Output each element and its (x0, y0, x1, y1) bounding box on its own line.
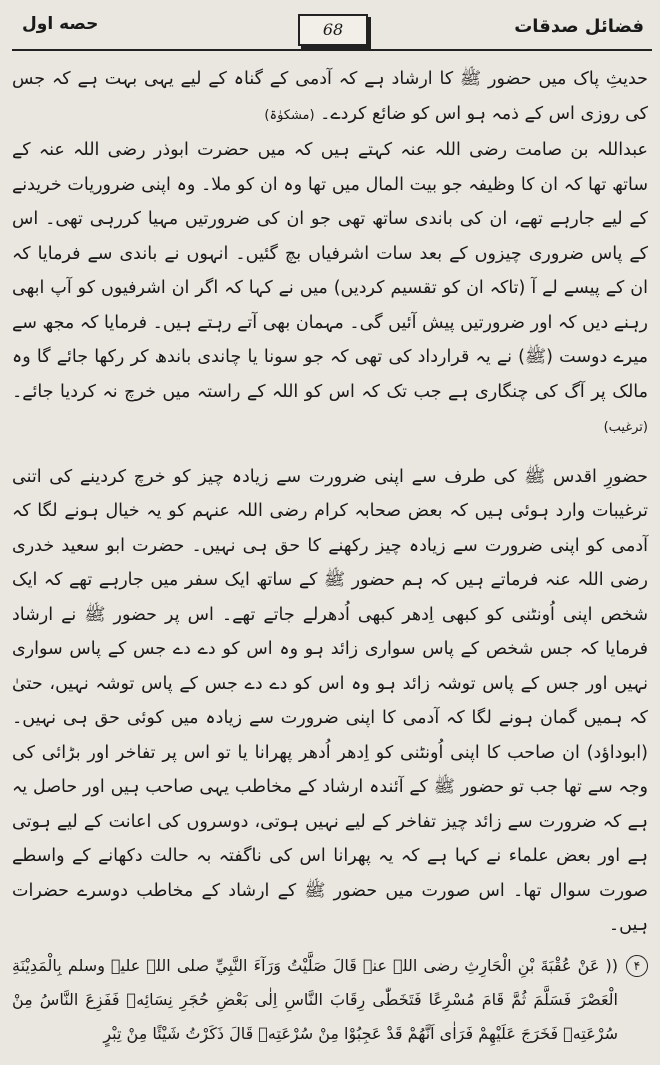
paragraph-3-text: حضورِ اقدس ﷺ کی طرف سے اپنی ضرورت سے زیادہ چیز کو خرچ کردینے کی اتنی ترغیبات وارد ہوئی ہیں کہ بعض صحابہ کرام رضی اللہ عنہم کو یہ خیال ہونے لگا کہ آدمی کو اپنی ضرورت سے زیادہ چیز رکھنے کا حق ہی نہیں۔ حضرت ابو سعید خدری رضی اللہ عنہ فرماتے ہیں کہ ہم حضور ﷺ کے ساتھ ایک سفر میں جارہے تھے کہ ایک شخص اپنی اُونٹنی کو کبھی اِدھر کبھی اُدھرلے جاتے تھے۔ اس پر حضور ﷺ نے ارشاد فرمایا کہ جس شخص کے پاس سواری زائد ہو وہ اس کو دے دے جس کے پاس سواری نہیں اور جس کے پاس توشہ زائد ہو وہ اس کو دے دے جس کے پاس توشہ نہیں، حتیٰ کہ ہمیں گمان ہونے لگا کہ آدمی کا اپنی ضرورت سے زیادہ میں کوئی حق ہی نہیں۔ (ابوداؤد) ان صاحب کا اپنی اُونٹنی کو اِدھر اُدھر پھرانا یا تو اس پر تفاخر اور بڑائی کی وجہ سے تھا جب تو حضور ﷺ کے آئندہ ارشاد کے مخاطب یہی صاحب ہیں اور حاصل یہ ہے کہ ضرورت سے زائد چیز تفاخر کے لیے نہیں ہوتی، دوسروں کی اعانت کے لیے ہوتی ہے اور بعض علماء نے کہا ہے کہ یہ پھرانا اس کی ناگفتہ بہ حالت دکھانے کے واسطے صورت سوال تھا۔ اس صورت میں حضور ﷺ کے ارشاد کے مخاطب دوسرے حضرات ہیں۔ (12, 466, 648, 935)
paragraph-2 (12, 133, 648, 446)
header-divider (12, 49, 652, 51)
page-header (0, 0, 660, 48)
page-number: 68 (298, 14, 368, 46)
paragraph-2-text: عبداللہ بن صامت رضی اللہ عنہ کہتے ہیں کہ میں حضرت ابوذر رضی اللہ عنہ کے ساتھ تھا کہ ان کا وظیفہ جو بیت المال میں تھا وہ ان کو ملا۔ وہ اپنی ضروریات خریدنے کے لیے جارہے تھے، ان کی باندی ساتھ تھی جو ان کی ضرورتیں مہیا کررہی تھی۔ اس کے پاس ضروری چیزوں کے بعد سات اشرفیاں بچ گئیں۔ انہوں نے باندی سے فرمایا کہ ان کے پیسے لے آ (تاکہ ان کو تقسیم کردیں) میں نے کہا کہ اگر ان اشرفیوں کو آپ ابھی رہنے دیں کہ اور ضرورتیں پیش آئیں گی۔ مہمان بھی آتے رہتے ہیں۔ فرمایا کہ مجھ سے میرے دوست (ﷺ) نے یہ قرارداد کی تھی کہ جو سونا یا چاندی باندھ کر رکھا جائے گا وہ مالک پر آگ کی چنگاری ہے جب تک کہ اس کو اللہ کے راستہ میں خرچ نہ کردیا جائے۔ (12, 140, 648, 402)
page-body (12, 62, 648, 1051)
hadith-number: ۴ (626, 955, 648, 977)
section-label: حصه اول (22, 14, 99, 34)
reference-mishkat: (مشکوٰۃ) (264, 107, 315, 123)
paragraph-1 (12, 62, 648, 133)
hadith-block (12, 949, 648, 1051)
paragraph-3 (12, 460, 648, 943)
book-title: فضائل صدقات (514, 16, 644, 37)
reference-targheeb: (ترغیب) (603, 420, 648, 435)
hadith-text: (( عَنْ عُقْبَةَ بْنِ الْحَارِثِ رضی اللہ عنہ قَالَ صَلَّيْتُ وَرَآءَ النَّبِيِّ صلی اللہ علیہ وسلم بِالْمَدِيْنَةِ الْعَصْرَ فَسَلَّمَ ثُمَّ قَامَ مُسْرِعًا فَتَخَطّٰى رِقَابَ النَّاسِ اِلٰى بَعْضِ حُجَرِ نِسَائِهٖ فَفَزِعَ النَّاسُ مِنْ سُرْعَتِهٖ فَخَرَجَ عَلَيْهِمْ فَرَاٰى اَنَّهُمْ قَدْ عَجِبُوْا مِنْ سُرْعَتِهٖ قَالَ ذَكَرْتُ شَيْئًا مِنْ تِبْرٍ (12, 955, 618, 1043)
paragraph-1-text: حدیثِ پاک میں حضور ﷺ کا ارشاد ہے کہ آدمی کے گناہ کے لیے یہی بہت ہے کہ جس کی روزی اس کے ذمہ ہو اس کو ضائع کردے۔ (12, 69, 648, 124)
